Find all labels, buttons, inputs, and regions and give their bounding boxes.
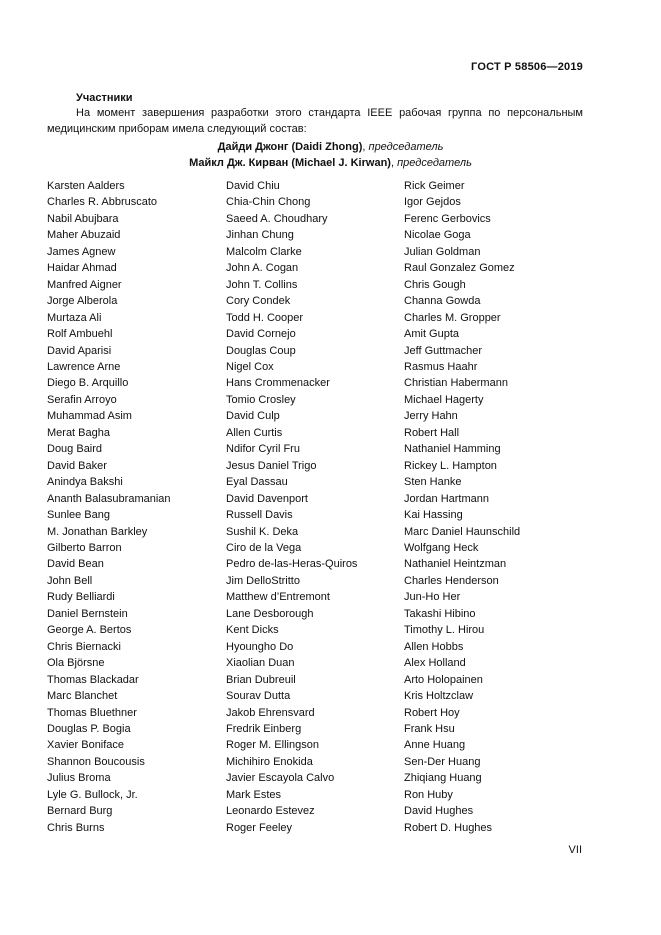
participant-name: Maher Abuzaid (47, 229, 121, 242)
participant-name: Javier Escayola Calvo (226, 772, 335, 785)
participant-name: John Bell (47, 574, 93, 587)
participant-name: George A. Bertos (47, 624, 132, 637)
participant-name: Kris Holtzclaw (404, 690, 474, 703)
participant-name: Charles M. Gropper (404, 311, 501, 324)
participant-name: Lane Desborough (226, 607, 314, 620)
participant-name: Wolfgang Heck (404, 541, 479, 554)
participant-name: Raul Gonzalez Gomez (404, 262, 515, 275)
participant-name: Channa Gowda (404, 295, 481, 308)
participant-name: Bernard Burg (47, 805, 113, 818)
participant-name: Charles Henderson (404, 574, 499, 587)
participant-name: Leonardo Estevez (226, 805, 315, 818)
participant-name: Rickey L. Hampton (404, 459, 497, 472)
participant-name: Pedro de-las-Heras-Quiros (226, 558, 358, 571)
participant-name: Nicolae Goga (404, 229, 471, 242)
participant-name: Douglas Coup (226, 344, 296, 357)
participant-name: Robert Hall (404, 426, 460, 439)
participant-name: Igor Gejdos (404, 196, 461, 209)
participant-name: Alex Holland (404, 657, 466, 670)
participant-name: David Cornejo (226, 328, 296, 341)
chair-line-1: Дайди Джонг (Daidi Zhong), председатель (217, 141, 444, 153)
participant-name: Ananth Balasubramanian (47, 492, 171, 505)
participant-name: David Davenport (226, 492, 308, 505)
participant-name: Takashi Hibino (404, 607, 476, 620)
participant-name: Chris Biernacki (47, 640, 121, 653)
participant-name: Ferenc Gerbovics (404, 212, 491, 225)
participant-name: Sten Hanke (404, 476, 462, 489)
participant-name: John T. Collins (226, 278, 298, 291)
participant-name: Michael Hagerty (404, 393, 484, 406)
participant-name: Anne Huang (404, 739, 466, 752)
chair-line-2: Майкл Дж. Кирван (Michael J. Kirwan), председатель (189, 157, 472, 169)
participant-name: Ola Björsne (47, 657, 105, 670)
participant-name: M. Jonathan Barkley (47, 525, 148, 538)
participant-name: Christian Habermann (404, 377, 508, 390)
participant-name: James Agnew (47, 245, 116, 258)
participant-name: Hyoungho Do (226, 640, 294, 653)
participant-name: Marc Daniel Haunschild (404, 525, 521, 538)
participant-name: Lyle G. Bullock, Jr. (47, 788, 138, 801)
participant-name: David Chiu (226, 180, 280, 192)
participant-name: Roger Feeley (226, 821, 293, 834)
participant-name: Allen Hobbs (404, 640, 464, 653)
participant-name: Frank Hsu (404, 722, 455, 735)
participant-name: Charles R. Abbruscato (47, 196, 158, 209)
participant-name: Mark Estes (226, 788, 282, 801)
participant-name: Thomas Blackadar (47, 673, 139, 686)
participant-name: Serafin Arroyo (47, 393, 117, 406)
participant-name: David Culp (226, 410, 280, 423)
participant-name: Rasmus Haahr (404, 360, 478, 373)
participant-name: Sen-Der Huang (404, 755, 481, 768)
participant-name: Marc Blanchet (47, 690, 118, 703)
participant-name: Ciro de la Vega (226, 541, 302, 554)
participant-name: Muhammad Asim (47, 410, 132, 423)
participant-name: David Hughes (404, 805, 474, 818)
participant-name: Eyal Dassau (226, 476, 288, 489)
chair-name: Майкл Дж. Кирван (Michael J. Kirwan) (189, 157, 391, 169)
participant-name: Chris Burns (47, 821, 105, 834)
participant-name: Anindya Bakshi (47, 476, 123, 489)
intro-paragraph: На момент завершения разработки этого стандарта IEEE рабочая группа по персональным медицинским приборам имела следующий состав: (47, 107, 583, 135)
participant-name: Manfred Aigner (47, 278, 122, 291)
page-header-standard: ГОСТ Р 58506—2019 (471, 61, 583, 73)
participants-column-2 (226, 178, 396, 836)
participant-name: Jeff Guttmacher (404, 344, 483, 357)
participant-name: Douglas P. Bogia (47, 722, 131, 735)
participant-name: Murtaza Ali (47, 311, 102, 324)
participant-name: Nathaniel Heintzman (404, 558, 507, 571)
participant-name: Nigel Cox (226, 360, 274, 373)
participant-name: Jorge Alberola (47, 295, 118, 308)
participant-name: Zhiqiang Huang (404, 772, 482, 785)
participant-name: Diego B. Arquillo (47, 377, 129, 390)
participant-name: Lawrence Arne (47, 360, 121, 373)
participant-name: Roger M. Ellingson (226, 739, 319, 752)
participant-name: Chia-Chin Chong (226, 196, 311, 209)
participant-name: Matthew d’Entremont (226, 591, 330, 604)
participant-name: Chris Gough (404, 278, 466, 291)
participant-name: Jim DelloStritto (226, 574, 300, 587)
participant-name: Malcolm Clarke (226, 245, 302, 258)
participant-name: Jakob Ehrensvard (226, 706, 315, 719)
participant-name: Jinhan Chung (226, 229, 294, 242)
participant-name: David Aparisi (47, 344, 112, 357)
participant-name: Ron Huby (404, 788, 453, 801)
participant-name: Sunlee Bang (47, 509, 110, 522)
participant-name: Nathaniel Hamming (404, 443, 501, 456)
participant-name: Karsten Aalders (47, 180, 125, 192)
participant-name: Robert D. Hughes (404, 821, 493, 834)
participant-name: Amit Gupta (404, 328, 460, 341)
participant-name: Rudy Belliardi (47, 591, 115, 604)
participant-name: Sushil K. Deka (226, 525, 299, 538)
participant-name: Jordan Hartmann (404, 492, 489, 505)
participant-name: Xavier Boniface (47, 739, 125, 752)
participant-name: John A. Cogan (226, 262, 299, 275)
page-number: VII (568, 844, 582, 856)
chair-role: председатель (368, 141, 444, 153)
participant-name: Thomas Bluethner (47, 706, 137, 719)
participant-name: Fredrik Einberg (226, 722, 302, 735)
participant-name: Rick Geimer (404, 180, 465, 192)
participant-name: Julius Broma (47, 772, 111, 785)
participant-name: Todd H. Cooper (226, 311, 304, 324)
participants-column-3 (404, 178, 584, 836)
participant-name: Russell Davis (226, 509, 293, 522)
participant-name: Gilberto Barron (47, 541, 122, 554)
participant-name: Michihiro Enokida (226, 755, 313, 768)
participant-name: Merat Bagha (47, 426, 110, 439)
participant-name: David Baker (47, 459, 107, 472)
participant-name: David Bean (47, 558, 104, 571)
participant-name: Shannon Boucousis (47, 755, 145, 768)
participant-name: Jesus Daniel Trigo (226, 459, 317, 472)
participant-name: Hans Crommenacker (226, 377, 330, 390)
participant-name: Xiaolian Duan (226, 657, 295, 670)
participant-name: Kent Dicks (226, 624, 279, 637)
participant-name: Sourav Dutta (226, 690, 291, 703)
participant-name: Kai Hassing (404, 509, 463, 522)
participant-name: Jun-Ho Her (404, 591, 461, 604)
participant-name: Saeed A. Choudhary (226, 212, 328, 225)
participant-name: Nabil Abujbara (47, 212, 119, 225)
participant-name: Robert Hoy (404, 706, 460, 719)
participant-name: Doug Baird (47, 443, 103, 456)
participants-column-1 (47, 178, 217, 836)
participant-name: Ndifor Cyril Fru (226, 443, 300, 456)
participant-name: Julian Goldman (404, 245, 481, 258)
participant-name: Rolf Ambuehl (47, 328, 113, 341)
participant-name: Allen Curtis (226, 426, 283, 439)
participant-name: Tomio Crosley (226, 393, 296, 406)
participant-name: Daniel Bernstein (47, 607, 128, 620)
chair-role: председатель (397, 157, 472, 169)
chair-name: Дайди Джонг (Daidi Zhong) (217, 141, 363, 153)
participant-name: Brian Dubreuil (226, 673, 296, 686)
participant-name: Timothy L. Hirou (404, 624, 485, 637)
participant-name: Jerry Hahn (404, 410, 458, 423)
participant-name: Cory Condek (226, 295, 291, 308)
participant-name: Arto Holopainen (404, 673, 483, 686)
section-title: Участники (76, 92, 133, 104)
participant-name: Haidar Ahmad (47, 262, 117, 275)
